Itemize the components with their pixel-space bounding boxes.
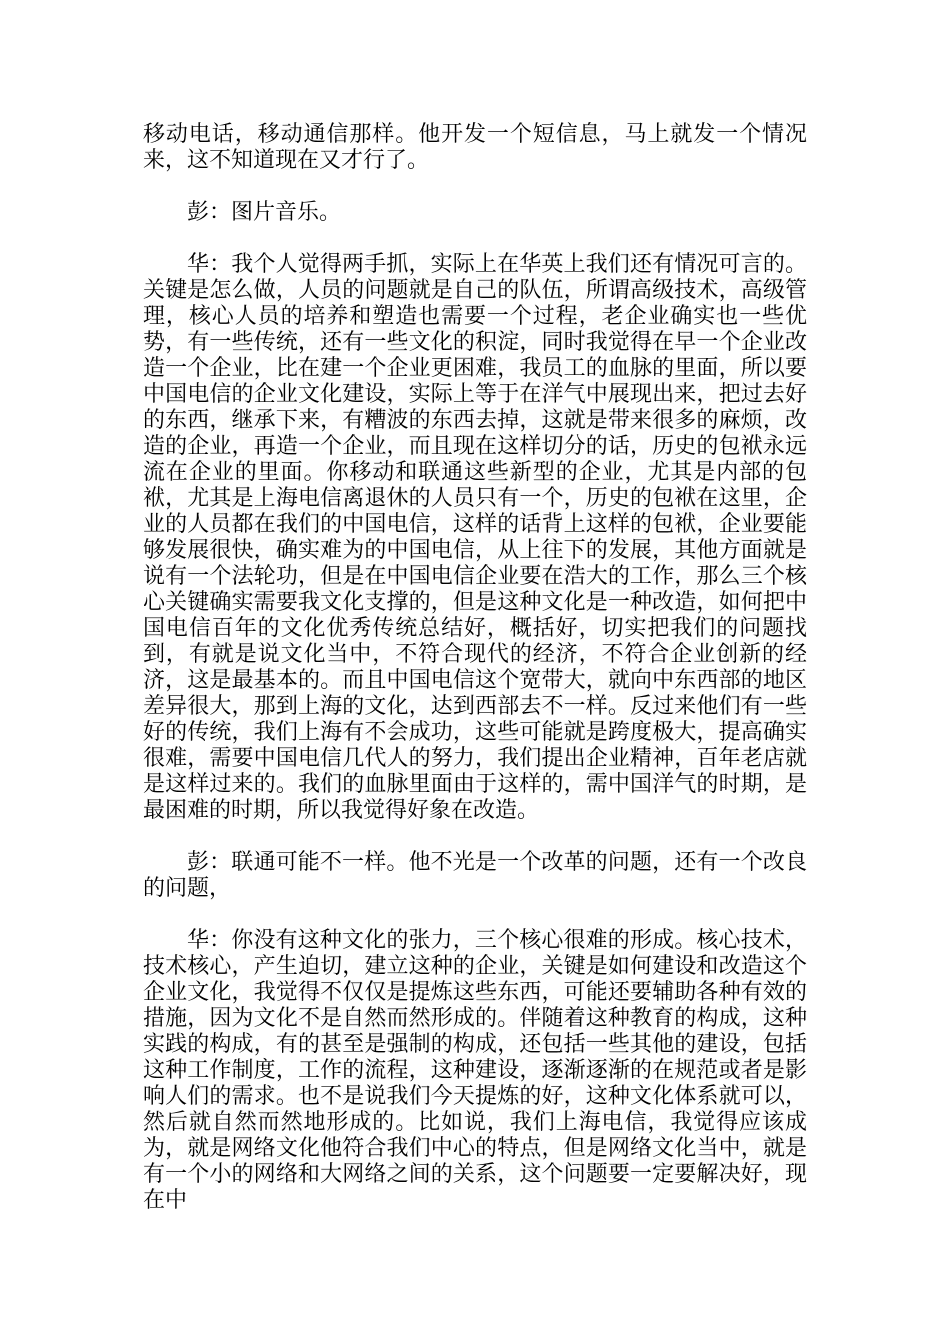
document-page [143, 122, 807, 1240]
paragraph-5: 华：你没有这种文化的张力，三个核心很难的形成。核心技术，技术核心，产生迫切，建立这种的企业，关键是如何建设和改造这个企业文化，我觉得不仅仅是提炼这些东西，可能还要辅助各种有效的措施，因为文化不是自然而然形成的。伴随着这种教育的构成，这种实践的构成，有的甚至是强制的构成，还包括一些其他的建设，包括这种工作制度，工作的流程，这种建设，逐渐逐渐的在规范或者是影响人们的需求。也不是说我们今天提炼的好，这种文化体系就可以，然后就自然而然地形成的。比如说，我们上海电信，我觉得应该成为，就是网络文化他符合我们中心的特点，但是网络文化当中，就是有一个小的网络和大网络之间的关系，这个问题要一定要解决好，现在中 [143, 928, 807, 1213]
paragraph-4: 彭：联通可能不一样。他不光是一个改革的问题，还有一个改良的问题， [143, 850, 807, 901]
paragraph-1: 移动电话，移动通信那样。他开发一个短信息，马上就发一个情况来，这不知道现在又才行了。 [143, 122, 807, 173]
paragraph-3: 华：我个人觉得两手抓，实际上在华英上我们还有情况可言的。关键是怎么做，人员的问题就是自己的队伍，所谓高级技术，高级管理，核心人员的培养和塑造也需要一个过程，老企业确实也一些优势，有一些传统，还有一些文化的积淀，同时我觉得在早一个企业改造一个企业，比在建一个企业更困难，我员工的血脉的里面，所以要中国电信的企业文化建设，实际上等于在洋气中展现出来，把过去好的东西，继承下来，有糟波的东西去掉，这就是带来很多的麻烦，改造的企业，再造一个企业，而且现在这样切分的话，历史的包袱永远流在企业的里面。你移动和联通这些新型的企业，尤其是内部的包袱，尤其是上海电信离退休的人员只有一个，历史的包袱在这里，企业的人员都在我们的中国电信，这样的话背上这样的包袱，企业要能够发展很快，确实难为的中国电信，从上往下的发展，其他方面就是说有一个法轮功，但是在中国电信企业要在浩大的工作，那么三个核心关键确实需要我文化支撑的，但是这种文化是一种改造，如何把中国电信百年的文化优秀传统总结好，概括好，切实把我们的问题找到，有就是说文化当中，不符合现代的经济，不符合企业创新的经济，这是最基本的。而且中国电信这个宽带大，就向中东西部的地区差异很大，那到上海的文化，达到西部去不一样。反过来他们有一些好的传统，我们上海有不会成功，这些可能就是跨度极大，提高确实很难，需要中国电信几代人的努力，我们提出企业精神，百年老店就是这样过来的。我们的血脉里面由于这样的，需中国洋气的时期，是最困难的时期，所以我觉得好象在改造。 [143, 252, 807, 823]
paragraph-2: 彭：图片音乐。 [187, 200, 342, 225]
